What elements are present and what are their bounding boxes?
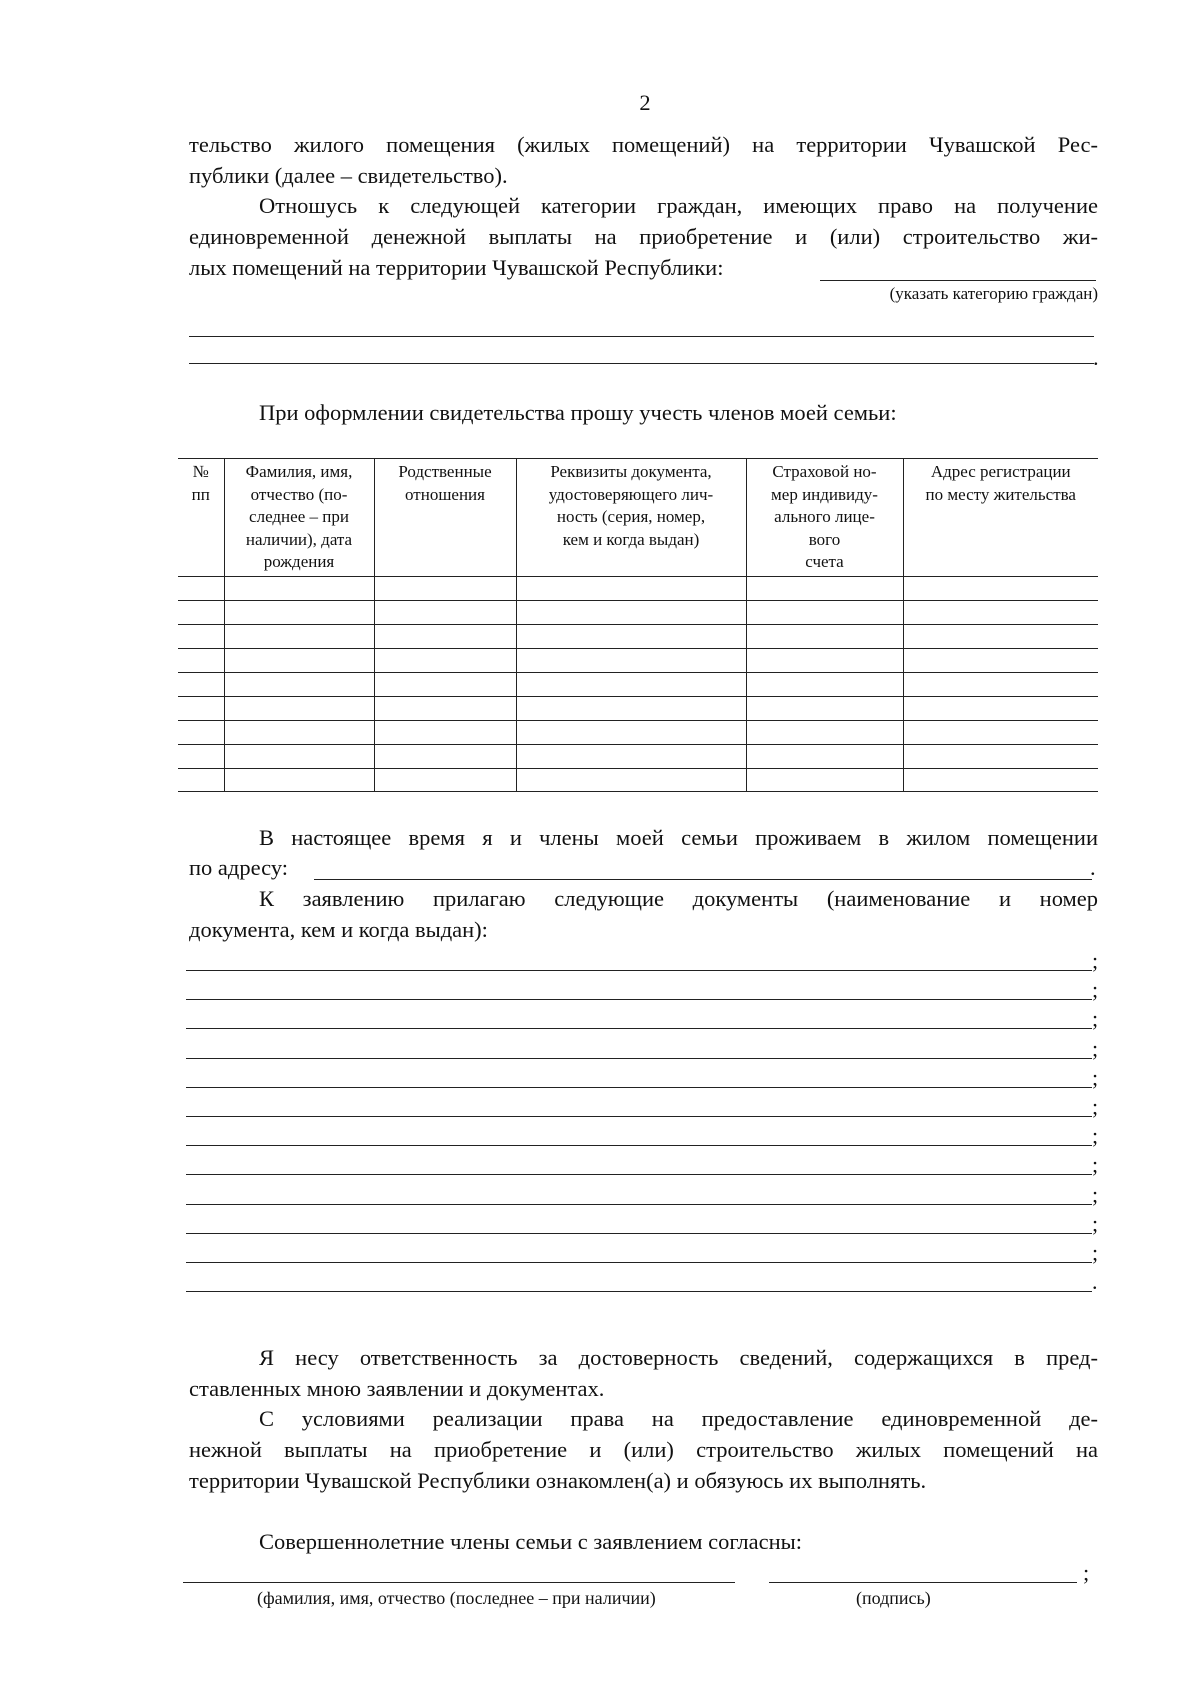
- table-cell[interactable]: [374, 673, 516, 697]
- table-cell[interactable]: [516, 769, 746, 792]
- residence-end-mark: .: [1090, 855, 1096, 880]
- table-cell[interactable]: [374, 577, 516, 601]
- table-row: [178, 577, 1098, 601]
- table-cell[interactable]: [746, 577, 903, 601]
- table-row: [178, 625, 1098, 649]
- conditions-line-3: территории Чувашской Республики ознакомлен(а) и обязуюсь их выполнять.: [189, 1468, 927, 1493]
- document-entry-line[interactable]: [186, 1174, 1092, 1175]
- header-full-name: Фамилия, имя, отчество (по- следнее – при наличии), дата рождения: [224, 459, 374, 577]
- table-cell[interactable]: [178, 649, 224, 673]
- category-input-line-2[interactable]: [189, 336, 1094, 337]
- table-cell[interactable]: [516, 721, 746, 745]
- table-cell[interactable]: [746, 745, 903, 769]
- table-cell[interactable]: [224, 697, 374, 721]
- header-id-document: Реквизиты документа, удостоверяющего лич- ность (серия, номер, кем и когда выдан): [516, 459, 746, 577]
- table-row: [178, 745, 1098, 769]
- intro-line-1: тельство жилого помещения (жилых помещений) на территории Чувашской Рес-: [189, 132, 1098, 157]
- document-entry-line[interactable]: [186, 1291, 1092, 1292]
- table-cell[interactable]: [516, 577, 746, 601]
- table-cell[interactable]: [374, 601, 516, 625]
- table-cell[interactable]: [374, 745, 516, 769]
- document-entry-line[interactable]: [186, 1116, 1092, 1117]
- document-entry-line[interactable]: [186, 1233, 1092, 1234]
- table-row: [178, 601, 1098, 625]
- table-cell[interactable]: [178, 697, 224, 721]
- table-cell[interactable]: [746, 697, 903, 721]
- table-cell[interactable]: [903, 649, 1098, 673]
- table-cell[interactable]: [224, 577, 374, 601]
- table-cell[interactable]: [903, 577, 1098, 601]
- family-members-table: [178, 458, 1098, 792]
- table-row: [178, 769, 1098, 792]
- table-cell[interactable]: [903, 721, 1098, 745]
- table-cell[interactable]: [746, 649, 903, 673]
- document-entry-line[interactable]: [186, 1087, 1092, 1088]
- table-cell[interactable]: [903, 769, 1098, 792]
- table-cell[interactable]: [746, 769, 903, 792]
- document-entry-line[interactable]: [186, 1028, 1092, 1029]
- header-number: № пп: [178, 459, 224, 577]
- document-entry-line[interactable]: [186, 1058, 1092, 1059]
- table-cell[interactable]: [746, 673, 903, 697]
- residence-address-input[interactable]: [314, 879, 1092, 880]
- responsibility-line-1: Я несу ответственность за достоверность сведений, содержащихся в пред-: [259, 1345, 1098, 1370]
- table-cell[interactable]: [516, 649, 746, 673]
- table-cell[interactable]: [903, 625, 1098, 649]
- document-entry-line[interactable]: [186, 1145, 1092, 1146]
- table-cell[interactable]: [903, 745, 1098, 769]
- document-entry-line[interactable]: [186, 1262, 1092, 1263]
- table-cell[interactable]: [224, 673, 374, 697]
- category-input-line[interactable]: [820, 280, 1096, 281]
- adult-signature-caption: (подпись): [856, 1588, 931, 1608]
- documents-line-2: документа, кем и когда выдан):: [189, 917, 488, 942]
- adult-members-label: Совершеннолетние члены семьи с заявлением согласны:: [259, 1529, 803, 1554]
- table-cell[interactable]: [746, 625, 903, 649]
- table-cell[interactable]: [178, 745, 224, 769]
- table-row: [178, 673, 1098, 697]
- document-entry-line[interactable]: [186, 1204, 1092, 1205]
- table-cell[interactable]: [516, 697, 746, 721]
- table-cell[interactable]: [178, 673, 224, 697]
- adult-name-input[interactable]: [183, 1582, 735, 1583]
- document-entry-separator: ;: [1092, 1182, 1099, 1207]
- category-line-1: Отношусь к следующей категории граждан, имеющих право на получение: [259, 193, 1098, 218]
- table-cell[interactable]: [224, 649, 374, 673]
- document-entry-separator: ;: [1092, 1123, 1099, 1148]
- residence-line-1: В настоящее время я и члены моей семьи проживаем в жилом помещении: [259, 825, 1098, 850]
- table-header-row: [178, 459, 1098, 577]
- table-cell[interactable]: [178, 721, 224, 745]
- table-cell[interactable]: [903, 601, 1098, 625]
- document-entry-separator: ;: [1092, 1036, 1099, 1061]
- document-entry-separator: ;: [1092, 977, 1099, 1002]
- table-cell[interactable]: [224, 601, 374, 625]
- table-cell[interactable]: [374, 721, 516, 745]
- table-cell[interactable]: [374, 625, 516, 649]
- table-cell[interactable]: [903, 697, 1098, 721]
- header-insurance-number: Страховой но- мер индивиду- ального лице- вого счета: [746, 459, 903, 577]
- table-cell[interactable]: [224, 721, 374, 745]
- table-row: [178, 697, 1098, 721]
- table-cell[interactable]: [746, 721, 903, 745]
- table-cell[interactable]: [224, 625, 374, 649]
- category-end-mark: .: [1093, 345, 1099, 370]
- table-cell[interactable]: [178, 625, 224, 649]
- adult-members-end-mark: ;: [1083, 1560, 1090, 1585]
- document-entry-separator: ;: [1092, 1006, 1099, 1031]
- table-cell[interactable]: [178, 769, 224, 792]
- document-entry-separator: ;: [1092, 1211, 1099, 1236]
- table-row: [178, 721, 1098, 745]
- category-line-3: лых помещений на территории Чувашской Республики:: [189, 255, 724, 280]
- document-entry-line[interactable]: [186, 970, 1092, 971]
- table-cell[interactable]: [746, 601, 903, 625]
- table-cell[interactable]: [516, 673, 746, 697]
- table-cell[interactable]: [178, 601, 224, 625]
- responsibility-line-2: ставленных мною заявлении и документах.: [189, 1376, 605, 1401]
- page-number: 2: [639, 90, 651, 115]
- table-cell[interactable]: [516, 745, 746, 769]
- table-cell[interactable]: [374, 697, 516, 721]
- conditions-line-1: С условиями реализации права на предоставление единовременной де-: [259, 1406, 1098, 1431]
- document-entry-line[interactable]: [186, 999, 1092, 1000]
- adult-name-caption: (фамилия, имя, отчество (последнее – при наличии): [257, 1588, 656, 1608]
- table-cell[interactable]: [178, 577, 224, 601]
- document-entry-separator: ;: [1092, 1240, 1099, 1265]
- table-cell[interactable]: [374, 649, 516, 673]
- header-relationship: Родственные отношения: [374, 459, 516, 577]
- documents-line-1: К заявлению прилагаю следующие документы (наименование и номер: [259, 886, 1098, 911]
- intro-line-2: публики (далее – свидетельство).: [189, 163, 508, 188]
- document-entry-separator: ;: [1092, 1094, 1099, 1119]
- document-entry-separator: ;: [1092, 948, 1099, 973]
- table-cell[interactable]: [224, 745, 374, 769]
- table-cell[interactable]: [516, 625, 746, 649]
- table-cell[interactable]: [903, 673, 1098, 697]
- residence-address-label: по адресу:: [189, 855, 289, 880]
- category-line-2: единовременной денежной выплаты на приобретение и (или) строительство жи-: [189, 224, 1098, 249]
- table-cell[interactable]: [516, 601, 746, 625]
- header-registration-address: Адрес регистрации по месту жительства: [903, 459, 1098, 577]
- document-entry-separator: ;: [1092, 1152, 1099, 1177]
- table-cell[interactable]: [374, 769, 516, 792]
- conditions-line-2: нежной выплаты на приобретение и (или) строительство жилых помещений на: [189, 1437, 1098, 1462]
- table-cell[interactable]: [224, 769, 374, 792]
- category-input-line-3[interactable]: [189, 363, 1094, 364]
- adult-signature-input[interactable]: [769, 1582, 1077, 1583]
- document-entry-separator: ;: [1092, 1065, 1099, 1090]
- document-entry-separator: .: [1092, 1269, 1098, 1294]
- family-heading: При оформлении свидетельства прошу учесть членов моей семьи:: [259, 400, 897, 425]
- category-hint: (указать категорию граждан): [889, 284, 1098, 303]
- table-row: [178, 649, 1098, 673]
